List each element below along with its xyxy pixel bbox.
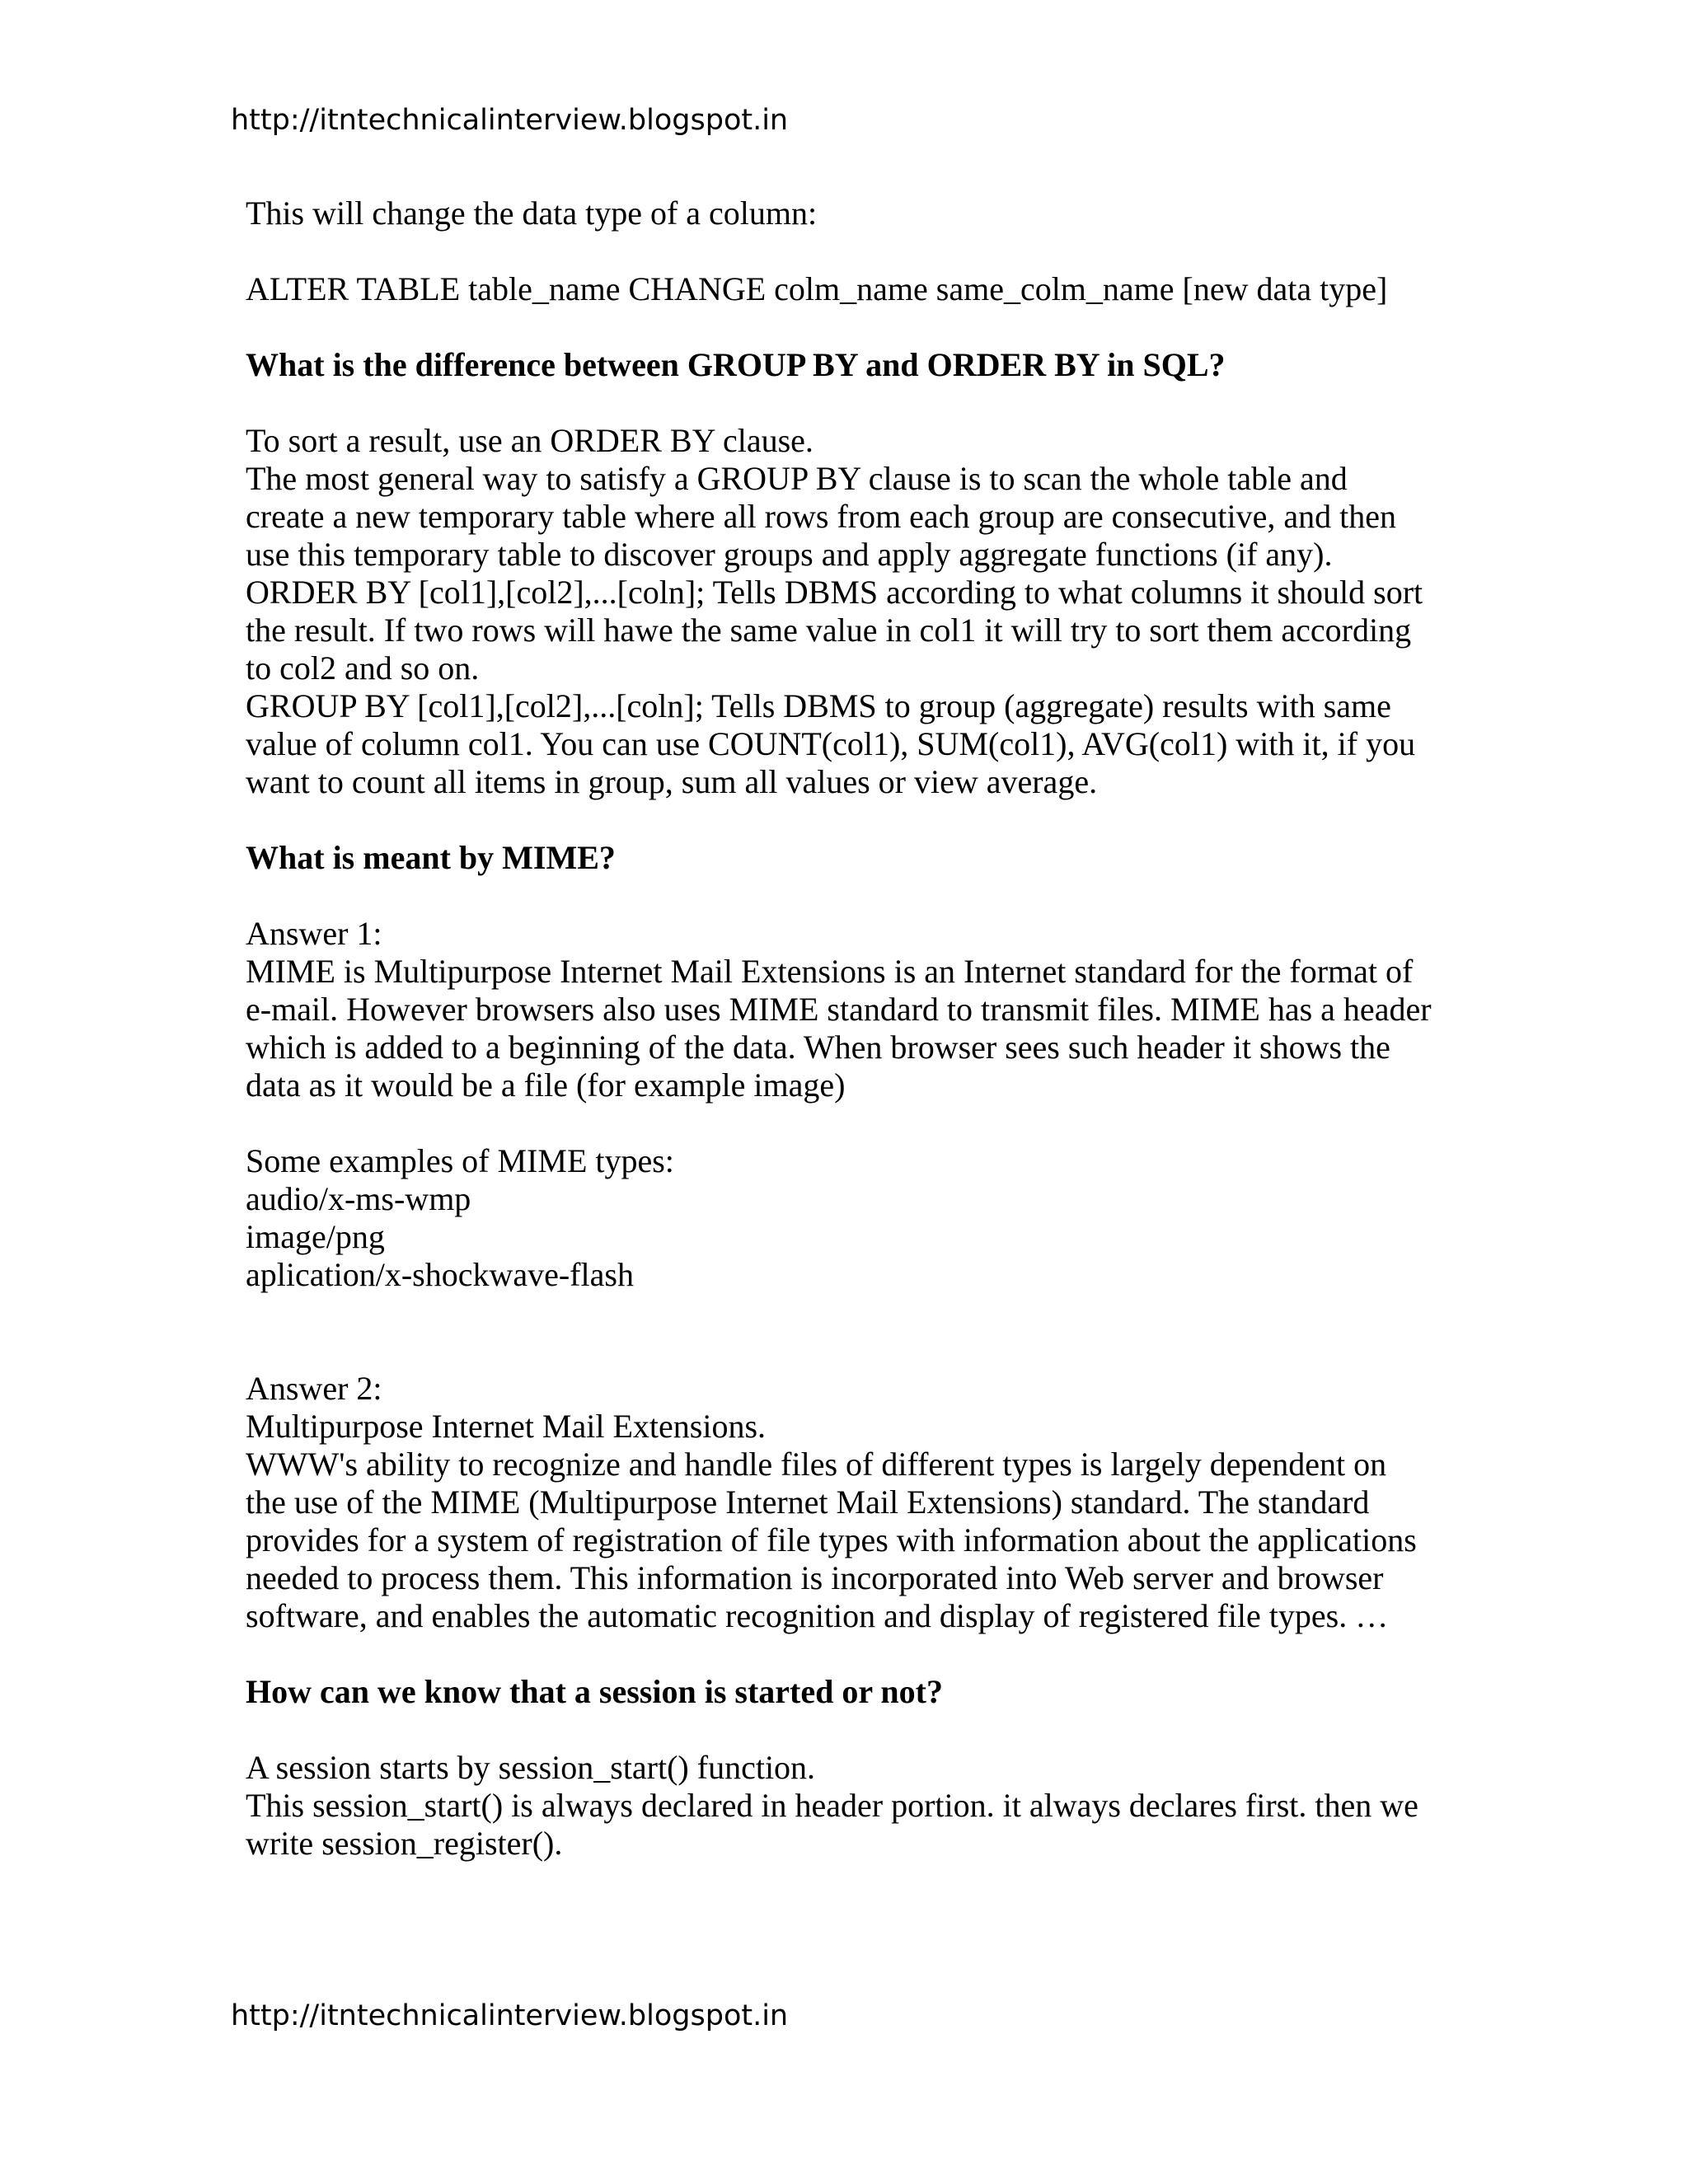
answer-line: This session_start() is always declared in header portion. it always declares first. then we bbox=[246, 1787, 1418, 1824]
document-body bbox=[246, 194, 1457, 1863]
answer-line: want to count all items in group, sum all values or view average. bbox=[246, 763, 1098, 800]
answer-line: use this temporary table to discover groups and apply aggregate functions (if any). bbox=[246, 536, 1333, 573]
intro-text: This will change the data type of a column: bbox=[246, 194, 818, 232]
answer-line: create a new temporary table where all rows from each group are consecutive, and then bbox=[246, 498, 1397, 535]
page-header-url: http://itntechnicalinterview.blogspot.in bbox=[231, 104, 789, 137]
answer-line: WWW's ability to recognize and handle files of different types is largely dependent on bbox=[246, 1446, 1387, 1483]
answer-line: the use of the MIME (Multipurpose Internet Mail Extensions) standard. The standard bbox=[246, 1483, 1370, 1521]
alter-statement: ALTER TABLE table_name CHANGE colm_name same_colm_name [new data type] bbox=[246, 270, 1388, 307]
answer2-label: Answer 2: bbox=[246, 1370, 382, 1407]
question-heading-mime: What is meant by MIME? bbox=[246, 839, 616, 876]
answer-line: A session starts by session_start() function. bbox=[246, 1749, 816, 1786]
answer1-label: Answer 1: bbox=[246, 915, 382, 952]
page-footer-url: http://itntechnicalinterview.blogspot.in bbox=[231, 1999, 789, 2032]
answer-line: software, and enables the automatic recognition and display of registered file types. … bbox=[246, 1597, 1389, 1634]
answer-line: write session_register(). bbox=[246, 1825, 563, 1862]
answer-line: value of column col1. You can use COUNT(col1), SUM(col1), AVG(col1) with it, if you bbox=[246, 725, 1416, 762]
answer-line: MIME is Multipurpose Internet Mail Extensions is an Internet standard for the format of bbox=[246, 953, 1414, 990]
answer-line: needed to process them. This information is incorporated into Web server and browser bbox=[246, 1559, 1384, 1596]
question-heading-session: How can we know that a session is started or not? bbox=[246, 1673, 943, 1710]
answer-line: To sort a result, use an ORDER BY clause. bbox=[246, 422, 814, 459]
answer-line: ORDER BY [col1],[col2],...[coln]; Tells DBMS according to what columns it should sort bbox=[246, 574, 1423, 611]
question-heading-group-vs-order: What is the difference between GROUP BY and ORDER BY in SQL? bbox=[246, 346, 1226, 383]
answer-line: The most general way to satisfy a GROUP BY clause is to scan the whole table and bbox=[246, 460, 1348, 497]
answer-line: Multipurpose Internet Mail Extensions. bbox=[246, 1408, 767, 1445]
answer-line: GROUP BY [col1],[col2],...[coln]; Tells DBMS to group (aggregate) results with same bbox=[246, 687, 1391, 724]
answer-line: to col2 and so on. bbox=[246, 649, 480, 687]
answer-line: data as it would be a file (for example image) bbox=[246, 1066, 846, 1104]
mime-example: aplication/x-shockwave-flash bbox=[246, 1256, 634, 1293]
mime-examples-label: Some examples of MIME types: bbox=[246, 1142, 674, 1179]
answer-line: provides for a system of registration of file types with information about the applications bbox=[246, 1521, 1417, 1558]
answer-line: the result. If two rows will hawe the same value in col1 it will try to sort them according bbox=[246, 612, 1412, 649]
answer-line: which is added to a beginning of the data. When browser sees such header it shows the bbox=[246, 1029, 1390, 1066]
answer-line: e-mail. However browsers also uses MIME standard to transmit files. MIME has a header bbox=[246, 991, 1432, 1028]
mime-example: audio/x-ms-wmp bbox=[246, 1180, 471, 1217]
mime-example: image/png bbox=[246, 1218, 385, 1255]
